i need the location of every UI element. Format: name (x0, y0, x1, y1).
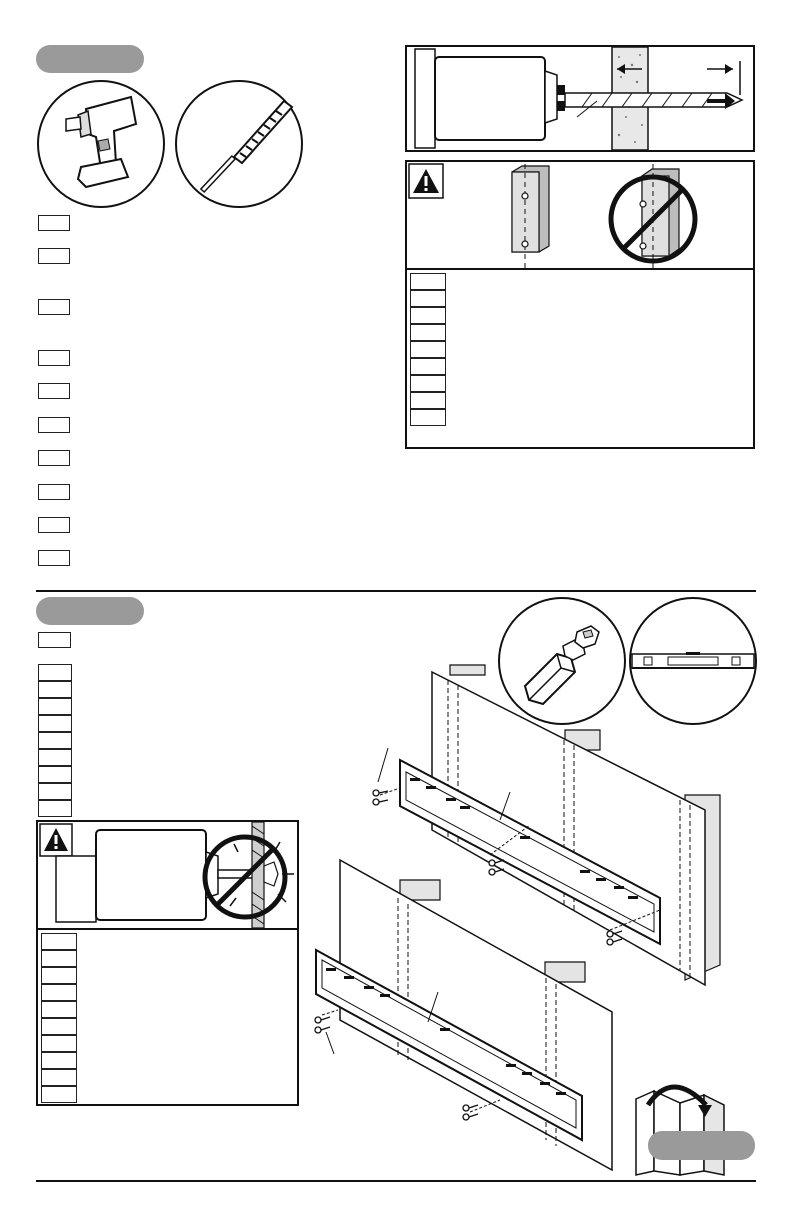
step-box-10 (38, 550, 70, 566)
w2-step-box-1 (41, 933, 77, 950)
w2-step-box-4 (41, 984, 77, 1001)
panel-step-box-1 (410, 273, 446, 290)
panel-step-box-6 (410, 358, 446, 375)
footer-rule (36, 1180, 756, 1182)
panel-step-box-4 (410, 324, 446, 341)
s2-step-box-6 (38, 749, 72, 766)
page-turn-arrow-icon (632, 1075, 728, 1175)
section2-header-pill (36, 597, 144, 625)
s2-step-box-7 (38, 766, 72, 783)
w2-step-box-3 (41, 967, 77, 984)
panel-divider (38, 928, 297, 930)
drill-into-wall-illustration (407, 47, 753, 150)
s2-step-box-1 (38, 664, 72, 681)
step-box-2 (38, 248, 70, 264)
continue-pill (648, 1131, 755, 1160)
w2-step-box-2 (41, 950, 77, 967)
step-box-7 (38, 450, 70, 466)
panel-step-box-3 (410, 307, 446, 324)
s2-step-box-2 (38, 681, 72, 698)
drill-depth-panel (405, 45, 755, 152)
step-box-8 (38, 484, 70, 500)
s2-step-box-3 (38, 698, 72, 715)
section2-intro-box (38, 632, 71, 648)
w2-step-box-7 (41, 1035, 77, 1052)
w2-step-box-8 (41, 1052, 77, 1069)
step-box-3 (38, 299, 70, 315)
s2-step-box-9 (38, 800, 72, 817)
step-box-9 (38, 517, 70, 533)
step-box-4 (38, 350, 70, 366)
step-box-5 (38, 383, 70, 399)
stud-center-warning-panel (405, 160, 755, 449)
drill-icon (36, 79, 166, 209)
stud-center-correct-illustration (507, 164, 557, 269)
warning-triangle-icon (409, 164, 443, 198)
step-box-1 (38, 215, 70, 231)
drill-bit-icon (174, 79, 304, 209)
panel-step-box-5 (410, 341, 446, 358)
panel-step-box-8 (410, 392, 446, 409)
panel-step-box-9 (410, 409, 446, 426)
w2-step-box-5 (41, 1001, 77, 1018)
step-box-6 (38, 417, 70, 433)
prohibited-icon (200, 832, 290, 922)
section1-header-pill (36, 45, 144, 73)
s2-step-box-8 (38, 783, 72, 800)
w2-step-box-6 (41, 1018, 77, 1035)
prohibited-icon (607, 164, 703, 268)
panel-step-box-7 (410, 375, 446, 392)
overtighten-warning-panel (36, 820, 299, 1106)
w2-step-box-10 (41, 1086, 77, 1103)
section-divider (36, 590, 756, 592)
wall-plate-installation-lower (300, 860, 620, 1180)
s2-step-box-5 (38, 732, 72, 749)
w2-step-box-9 (41, 1069, 77, 1086)
panel-divider (407, 268, 753, 270)
panel-step-box-2 (410, 290, 446, 307)
s2-step-box-4 (38, 715, 72, 732)
